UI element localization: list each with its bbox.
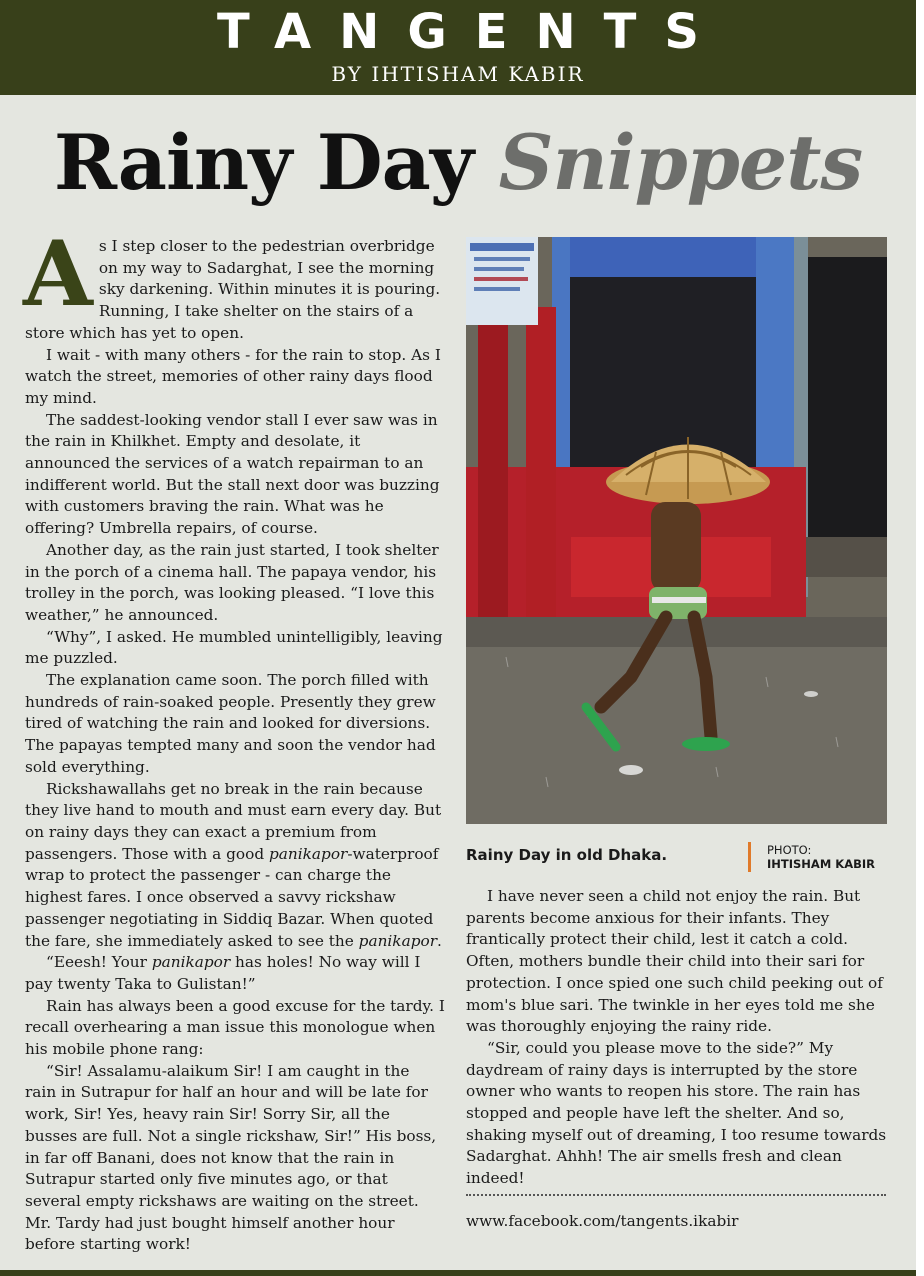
photo-credit-label: PHOTO: — [767, 843, 812, 857]
dotted-divider — [466, 1194, 886, 1196]
paragraph: As I step closer to the pedestrian overbridge on my way to Sadarghat, I see the morning sky darkening. Within minutes it is pouring. Running, I take shelter on the stairs of a store which has yet to open. — [23, 221, 441, 342]
paragraph: Another day, as the rain just started, I took shelter in the porch of a cinema hall. The papaya vendor, his trolley in the porch, was looking pleased. “I love this weather,” he announced. — [25, 540, 439, 624]
paragraph: The explanation came soon. The porch filled with hundreds of rain-soaked people. Presently they grew tired of watching the rain and looked for diversions. The papayas tempted many and soon the vendor had sold everything. — [25, 671, 436, 776]
paragraph: I wait - with many others - for the rain to stop. As I watch the street, memories of other rainy days flood my mind. — [25, 345, 441, 407]
headline-part-2: Snippets — [498, 118, 863, 207]
left-column — [23, 221, 445, 1256]
photo-caption: Rainy Day in old Dhaka. — [466, 846, 668, 864]
caption-divider — [748, 842, 751, 872]
photo-credit — [767, 843, 875, 871]
facebook-link[interactable]: www.facebook.com/tangents.ikabir — [466, 1212, 739, 1230]
article-photo — [466, 237, 887, 824]
headline-part-1: Rainy Day — [53, 118, 474, 207]
paragraph: “Why”, I asked. He mumbled unintelligibly, leaving me puzzled. — [25, 627, 443, 668]
right-column — [466, 886, 890, 1190]
drop-cap: A — [23, 221, 93, 327]
paragraph: “Sir, could you please move to the side?” My daydream of rainy days is interrupted by the store owner who wants to reopen his store. The rain has stopped and people have left the shelter. And so, shaking myself out of dreaming, I too resume towards Sadarghat. Ahhh! The air smells fresh and clean indeed! — [466, 1038, 887, 1188]
paragraph: The saddest-looking vendor stall I ever saw was in the rain in Khilkhet. Empty and desolate, it announced the services of a watch repairman to an indifferent world. But the stall next door was buzzing with customers braving the rain. What was he offering? Umbrella repairs, of course. — [25, 410, 440, 538]
article-headline — [0, 118, 916, 208]
masthead — [0, 0, 916, 95]
column-title: TANGENTS — [216, 4, 727, 60]
bottom-bar — [0, 1270, 916, 1276]
paragraph: Rain has always been a good excuse for the tardy. I recall overhearing a man issue this monologue when his mobile phone rang: — [25, 996, 445, 1059]
page-edge — [916, 0, 924, 1276]
photo-credit-name: IHTISHAM KABIR — [767, 857, 875, 871]
column-byline: BY IHTISHAM KABIR — [331, 62, 585, 86]
paragraph: I have never seen a child not enjoy the rain. But parents become anxious for their infants. They frantically protect their child, lest it catch a cold. Often, mothers bundle their child into their sari for protection. I once spied one such child peeking out of mom's blue sari. The twinkle in her eyes told me she was thoroughly enjoying the rainy ride. — [466, 887, 883, 1036]
paragraph: “Eeesh! Your panikapor has holes! No way will I pay twenty Taka to Gulistan!” — [25, 953, 421, 993]
paragraph: Rickshawallahs get no break in the rain because they live hand to mouth and must earn every day. But on rainy days they can exact a premium from passengers. Those with a good panikapor-waterproof wrap to protect the passenger - can charge the highest fares. I once observed a savvy rickshaw passenger negotiating in Siddiq Bazar. When quoted the fare, she immediately asked to see the panikapor. — [25, 779, 442, 950]
paragraph: “Sir! Assalamu-alaikum Sir! I am caught in the rain in Sutrapur for half an hour and will be late for work, Sir! Yes, heavy rain Sir! Sorry Sir, all the busses are full. Not a single rickshaw, Sir!” His boss, in far off Banani, does not know that the rain in Sutrapur started only five minutes ago, or that several empty rickshaws are waiting on the street. Mr. Tardy had just bought himself another hour before starting work! — [25, 1061, 437, 1254]
